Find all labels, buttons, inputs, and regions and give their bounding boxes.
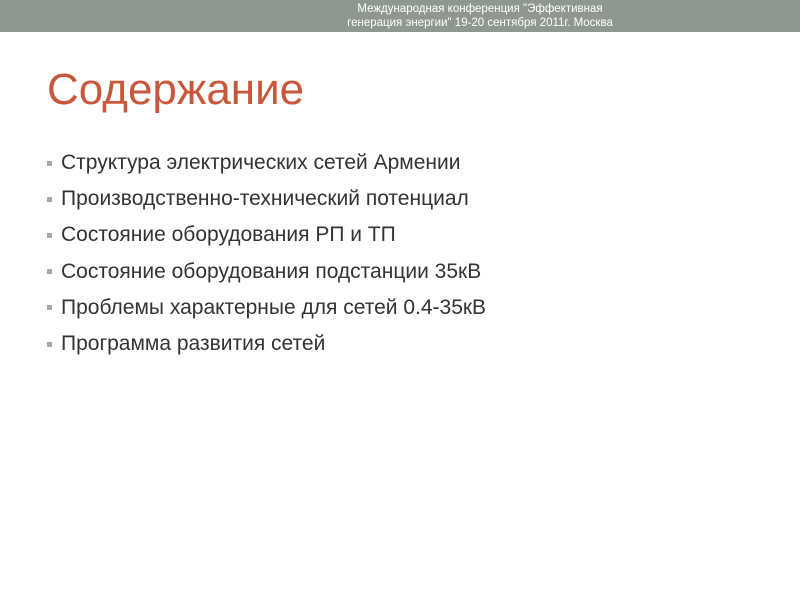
conference-caption-line-2: генерация энергии" 19-20 сентября 2011г. Москва: [347, 17, 613, 29]
square-bullet-icon: [47, 269, 52, 274]
list-item: [47, 145, 486, 181]
list-item-text: Программа развития сетей: [61, 332, 326, 356]
square-bullet-icon: [47, 233, 52, 238]
list-item-text: Состояние оборудования РП и ТП: [61, 223, 396, 247]
list-item: [47, 254, 486, 290]
slide-title: Содержание: [47, 65, 305, 114]
conference-caption: [300, 2, 660, 30]
square-bullet-icon: [47, 197, 52, 202]
square-bullet-icon: [47, 305, 52, 310]
list-item: [47, 290, 486, 326]
list-item-text: Состояние оборудования подстанции 35кВ: [61, 259, 482, 283]
square-bullet-icon: [47, 161, 52, 166]
contents-list: [47, 145, 486, 362]
list-item: [47, 181, 486, 217]
header-bar: [0, 0, 800, 32]
list-item-text: Проблемы характерные для сетей 0.4-35кВ: [61, 295, 487, 319]
list-item: [47, 326, 486, 362]
conference-caption-line-1: Международная конференция "Эффективная: [357, 3, 603, 15]
list-item-text: Структура электрических сетей Армении: [61, 151, 461, 175]
list-item: [47, 217, 486, 253]
square-bullet-icon: [47, 342, 52, 347]
list-item-text: Производственно-технический потенциал: [61, 187, 469, 211]
